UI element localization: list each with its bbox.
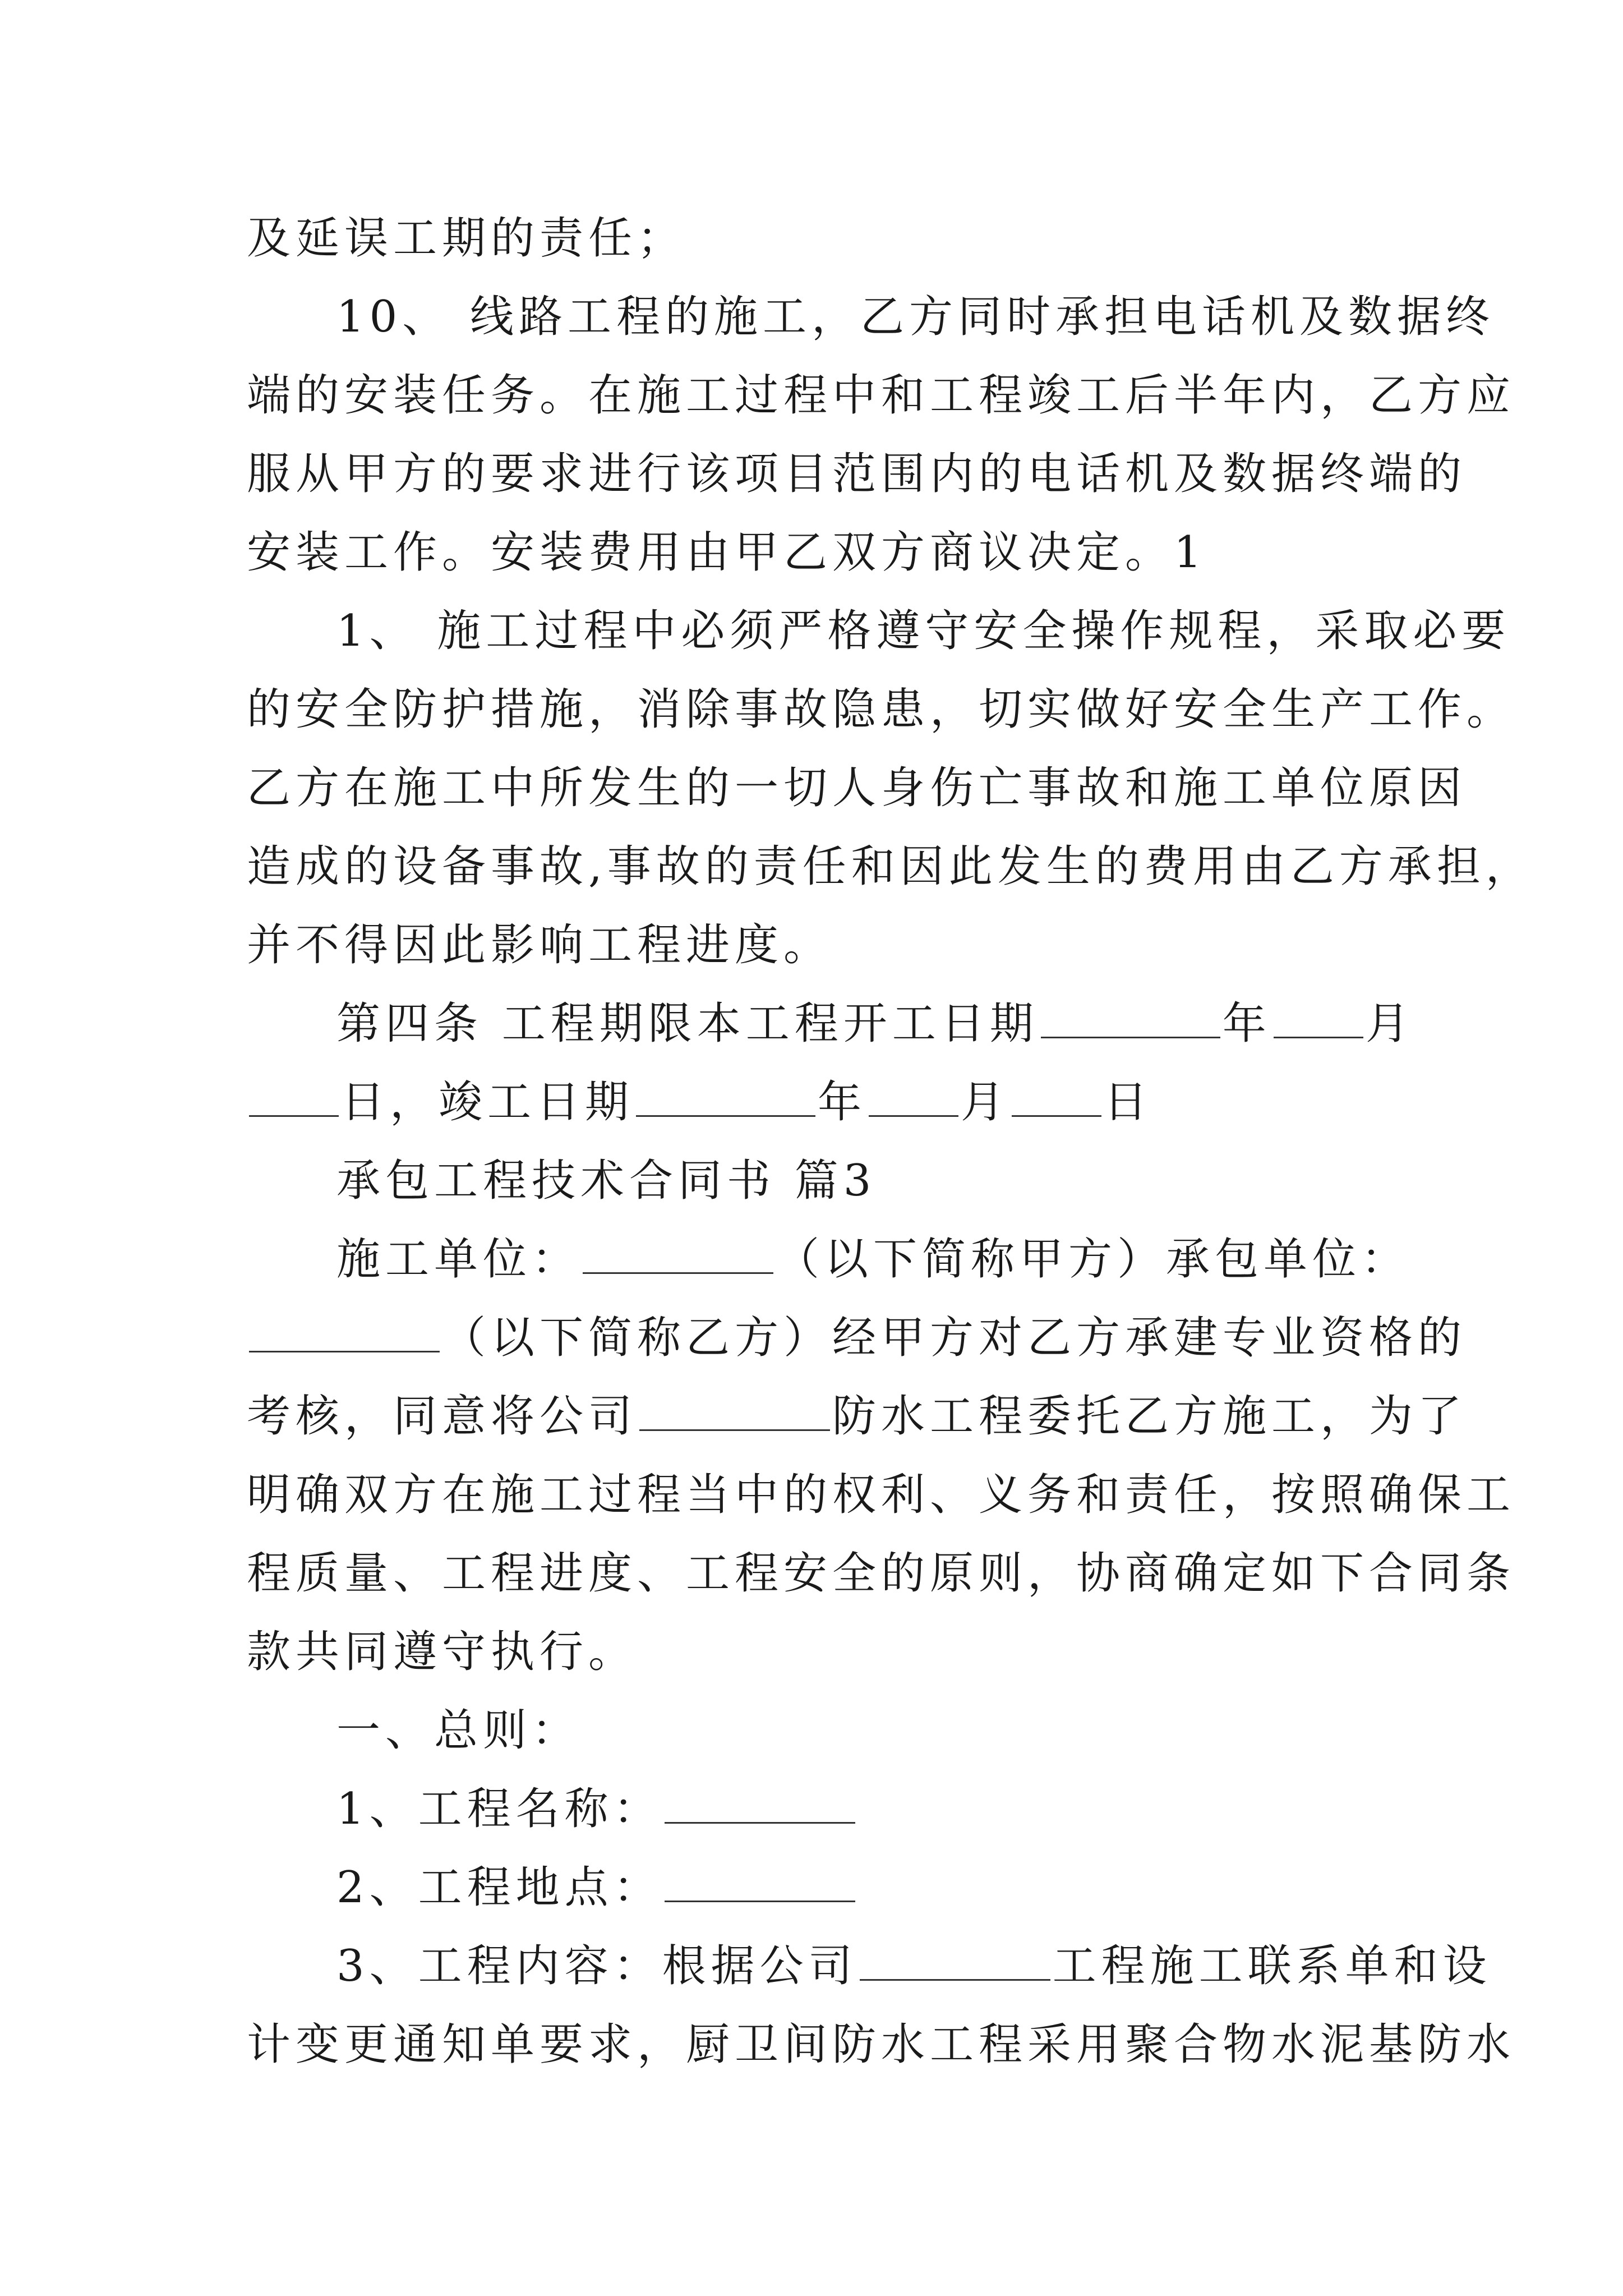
party-text: 防水工程委托乙方施工，为了 [832,1391,1467,1442]
text-line: 服从甲方的要求进行该项目范围内的电话机及数据终端的 [247,449,1467,499]
project-name-blank [665,1783,855,1824]
project-company-blank [860,1940,1050,1981]
end-year-blank [636,1076,815,1117]
article-4-label: 第四条 工程期限本工程开工日期 [336,999,1039,1049]
article-4-line-1 [336,996,1481,1052]
company-blank [639,1390,830,1431]
end-month-blank [869,1076,958,1117]
text-line: 款共同遵守执行。 [247,1627,638,1677]
start-month-blank [1274,997,1363,1038]
project-location-label: 2、工程地点： [336,1862,662,1913]
section-heading: 承包工程技术合同书 篇3 [336,1156,877,1206]
completion-label: 日，竣工日期 [341,1077,634,1128]
text-line: 计变更通知单要求，厨卫间防水工程采用聚合物水泥基防水 [247,2019,1516,2070]
text-line: 乙方在施工中所发生的一切人身伤亡事故和施工单位原因 [247,763,1467,813]
text-line: 程质量、工程进度、工程安全的原则，协商确定如下合同条 [247,1548,1516,1599]
project-location-line [336,1860,1481,1916]
text-line: 安装工作。安装费用由甲乙双方商议决定。1 [247,527,1207,578]
party-b-blank [249,1312,440,1352]
construction-unit-label: 施工单位： [336,1234,581,1285]
party-a-text: （以下简称甲方）承包单位： [776,1234,1410,1285]
year-label: 年 [818,1077,867,1128]
text-line: 10、 线路工程的施工，乙方同时承担电话机及数据终 [336,292,1495,342]
party-text: 考核，同意将公司 [247,1391,638,1442]
party-line-1 [336,1231,1481,1287]
text-line: 端的安装任务。在施工过程中和工程竣工后半年内，乙方应 [247,370,1516,421]
text-line: 造成的设备事故,事故的责任和因此发生的费用由乙方承担， [247,841,1534,892]
month-label: 月 [961,1077,1010,1128]
party-b-text: （以下简称乙方）经甲方对乙方承建专业资格的 [442,1313,1467,1363]
day-label: 日 [1104,1077,1153,1128]
party-line-2 [247,1310,1467,1366]
project-content-line [336,1938,1492,1994]
end-day-blank [1012,1076,1101,1117]
general-heading: 一、总则： [336,1705,581,1756]
start-day-blank [249,1076,339,1117]
project-location-blank [665,1861,855,1902]
text-line: 1、 施工过程中必须严格遵守安全操作规程，采取必要 [336,606,1511,656]
article-4-line-2 [247,1074,1391,1130]
year-label: 年 [1222,999,1271,1049]
text-line: 明确双方在施工过程当中的权利、义务和责任，按照确保工 [247,1470,1516,1520]
text-line: 的安全防护措施，消除事故隐患，切实做好安全生产工作。 [247,684,1516,735]
project-content-text: 工程施工联系单和设 [1052,1941,1492,1991]
party-line-3 [247,1388,1467,1444]
party-a-blank [583,1233,773,1274]
project-name-line [336,1781,1481,1837]
start-year-blank [1041,997,1220,1038]
project-content-label: 3、工程内容：根据公司 [336,1941,857,1991]
text-line: 及延误工期的责任； [247,213,686,264]
month-label: 月 [1365,999,1414,1049]
project-name-label: 1、工程名称： [336,1784,662,1834]
text-line: 并不得因此影响工程进度。 [247,920,833,970]
